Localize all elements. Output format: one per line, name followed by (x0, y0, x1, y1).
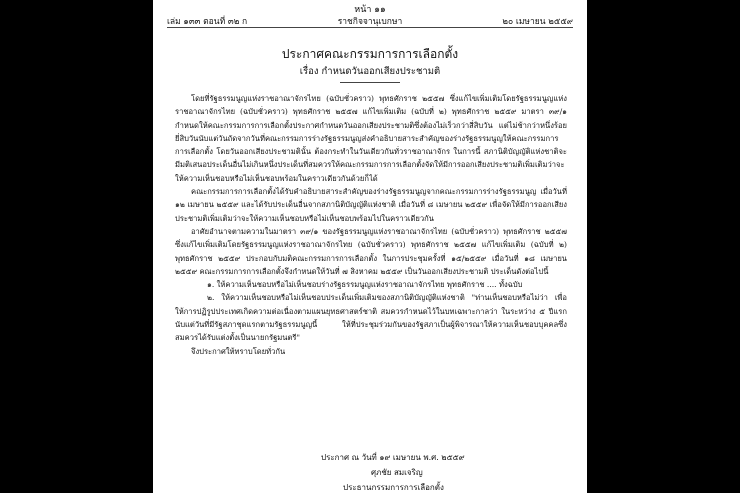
publication-name: ราชกิจจานุเบกษา (337, 17, 403, 27)
document-title: ประกาศคณะกรรมการการเลือกตั้ง (281, 47, 459, 61)
signer-position: ประธานกรรมการการเลือกตั้ง (343, 483, 444, 492)
announcement-date: ประกาศ ณ วันที่ ๑๙ เมษายน พ.ศ. ๒๕๕๙ (321, 453, 465, 462)
paragraph: คณะกรรมการการเลือกตั้งได้รับคำอธิบายสาระสำคัญของร่างรัฐธรรมนูญจากคณะกรรมการร่างรัฐธรรมนูญ เมื่อวันที่ ๑๒ เมษายน ๒๕๕๙ และได้รับประเด็นอื่นจากสภานิติบัญญัติแห่งชาติ เมื่อวันที่ ๘ เมษายน ๒๕๕๙ เพื่อจัดให้มีการออกเสียงประชามติเพิ่มเติมว่าจะให้ความเห็นชอบหรือไม่เห็นชอบพร้อมไปในคราวเดียวกัน (175, 187, 567, 223)
paragraph: อาศัยอำนาจตามความในมาตรา ๓๙/๑ ของรัฐธรรมนูญแห่งราชอาณาจักรไทย (ฉบับชั่วคราว) พุทธศักราช ๒๕๕๗ ซึ่งแก้ไขเพิ่มเติมโดยรัฐธรรมนูญแห่งราชอาณาจักรไทย (ฉบับชั่วคราว) พุทธศักราช ๒๕๕๗ แก้ไขเพิ่มเติม (ฉบับที่ ๒) พุทธศักราช ๒๕๕๙ ประกอบกับมติคณะกรรมการการเลือกตั้ง ในการประชุมครั้งที่ ๑๕/๒๕๕๙ เมื่อวันที่ ๑๘ เมษายน ๒๕๕๙ คณะกรรมการการเลือกตั้งจึงกำหนดให้วันที่ ๗ สิงหาคม ๒๕๕๙ เป็นวันออกเสียงประชามติ ประเด็นดังต่อไปนี้ (175, 226, 567, 276)
header-divider (167, 27, 573, 28)
closing-line: จึงประกาศให้ทราบโดยทั่วกัน (191, 346, 286, 356)
gazette-page (153, 0, 587, 493)
publication-date: ๒๐ เมษายน ๒๕๕๙ (502, 17, 573, 27)
list-item: ๑. ให้ความเห็นชอบหรือไม่เห็นชอบร่างรัฐธรรมนูญแห่งราชอาณาจักรไทย พุทธศักราช .... ทั้งฉบับ (207, 280, 523, 290)
signer-name: ศุภชัย สมเจริญ (371, 468, 423, 477)
list-item: ๒. ให้ความเห็นชอบหรือไม่เห็นชอบประเด็นเพิ่มเติมของสภานิติบัญญัติแห่งชาติ "ท่านเห็นชอบหรือไม่ว่า เพื่อให้การปฏิรูปประเทศเกิดความต่อเนื่องตามแผนยุทธศาสตร์ชาติ สมควรกำหนดไว้ในบทเฉพาะกาลว่า ในระหว่าง ๕ ปีแรกนับแต่วันที่มีรัฐสภาชุดแรกตามรัฐธรรมนูญนี้ ให้ที่ประชุมร่วมกันของรัฐสภาเป็นผู้พิจารณาให้ความเห็นชอบบุคคลซึ่งสมควรได้รับแต่งตั้งเป็นนายกรัฐมนตรี" (175, 293, 567, 343)
document-body (175, 92, 567, 358)
title-divider (340, 82, 400, 83)
paragraph: โดยที่รัฐธรรมนูญแห่งราชอาณาจักรไทย (ฉบับชั่วคราว) พุทธศักราช ๒๕๕๗ ซึ่งแก้ไขเพิ่มเติมโดยรัฐธรรมนูญแห่งราชอาณาจักรไทย (ฉบับชั่วคราว) พุทธศักราช ๒๕๕๗ แก้ไขเพิ่มเติม (ฉบับที่ ๒) พุทธศักราช ๒๕๕๙ มาตรา ๓๙/๑ กำหนดให้คณะกรรมการการเลือกตั้งประกาศกำหนดวันออกเสียงประชามติซึ่งต้องไม่เร็วกว่าสี่สิบวัน แต่ไม่ช้ากว่าหนึ่งร้อยยี่สิบวันนับแต่วันถัดจากวันที่คณะกรรมการร่างรัฐธรรมนูญส่งคำอธิบายสาระสำคัญของร่างรัฐธรรมนูญให้คณะกรรมการการเลือกตั้ง โดยวันออกเสียงประชามตินั้น ต้องกระทำในวันเดียวกันทั่วราชอาณาจักร ในการนี้ สภานิติบัญญัติแห่งชาติจะมีมติเสนอประเด็นอื่นไม่เกินหนึ่งประเด็นที่สมควรให้คณะกรรมการการเลือกตั้งจัดให้มีการออกเสียงประชามติเพิ่มเติมว่าจะให้ความเห็นชอบหรือไม่เห็นชอบพร้อมในคราวเดียวกันด้วยก็ได้ (175, 94, 567, 183)
page-number: หน้า ๑๑ (354, 5, 386, 15)
volume-label: เล่ม ๑๓๓ ตอนที่ ๓๒ ก (167, 17, 248, 27)
document-subject: เรื่อง กำหนดวันออกเสียงประชามติ (299, 66, 441, 77)
